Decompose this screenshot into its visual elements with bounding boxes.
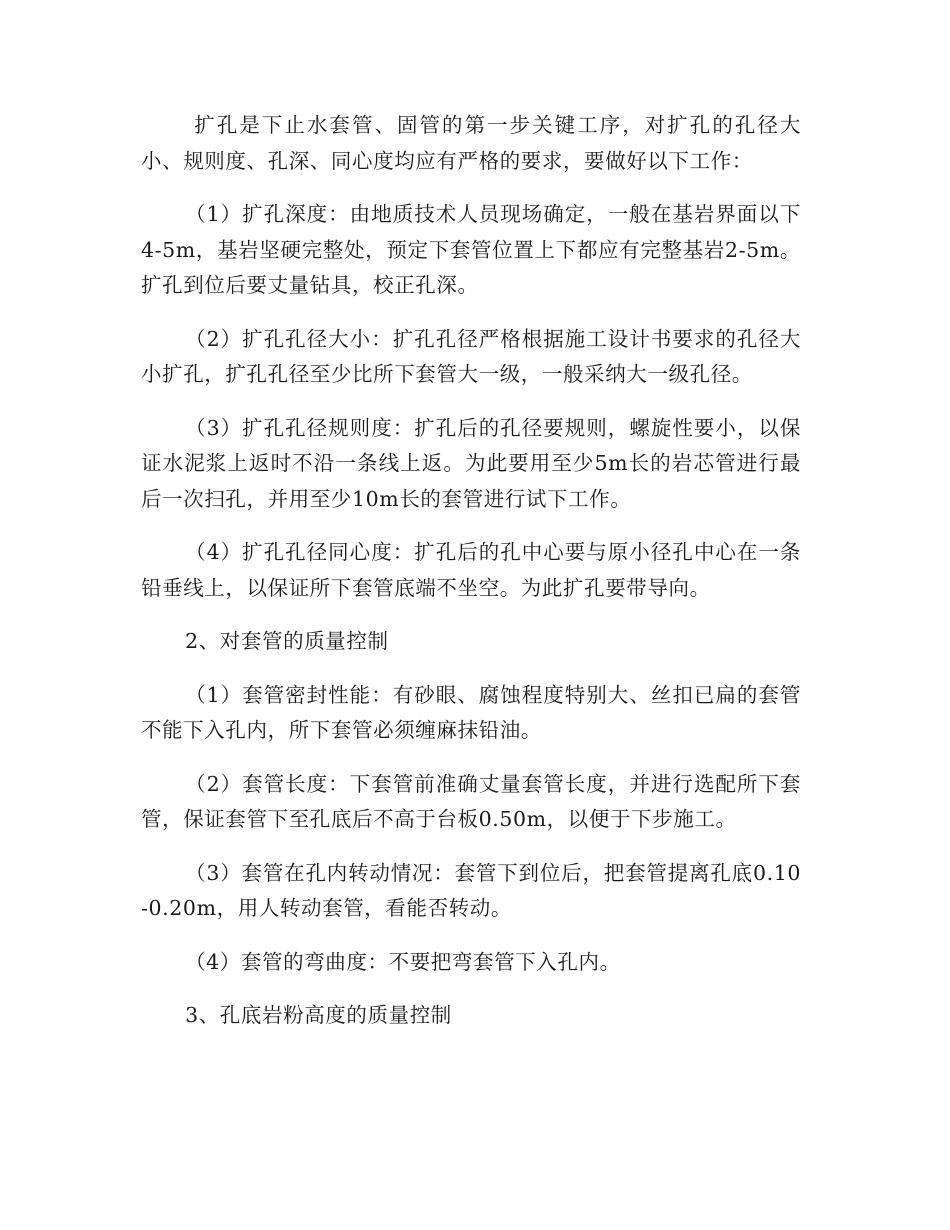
paragraph-casing-bending: （4）套管的弯曲度：不要把弯套管下入孔内。: [185, 949, 621, 974]
paragraph-casing-sealing: （1）套管密封性能：有砂眼、腐蚀程度特别大、丝扣已扁的套管不能下入孔内，所下套管必须缠麻抹铅油。: [141, 682, 801, 742]
paragraph-casing-rotation: （3）套管在孔内转动情况：套管下到位后，把套管提离孔底0.10-0.20m，用人转动套管，看能否转动。: [141, 860, 801, 920]
paragraph-reaming-intro: 扩孔是下止水套管、固管的第一步关键工序，对扩孔的孔径大小、规则度、孔深、同心度均应有严格的要求，要做好以下工作：: [141, 113, 801, 173]
section-heading-casing-quality: 2、对套管的质量控制: [185, 629, 389, 653]
paragraph-casing-length: （2）套管长度：下套管前准确丈量套管长度，并进行选配所下套管，保证套管下至孔底后不高于台板0.50m，以便于下步施工。: [141, 771, 801, 831]
document-body: [141, 108, 801, 1052]
paragraph-reaming-concentricity: （4）扩孔孔径同心度：扩孔后的孔中心要与原小径孔中心在一条铅垂线上，以保证所下套管底端不坐空。为此扩孔要带导向。: [141, 540, 801, 600]
paragraph-reaming-regularity: （3）扩孔孔径规则度：扩孔后的孔径要规则，螺旋性要小，以保证水泥浆上返时不沿一条线上返。为此要用至少5m长的岩芯管进行最后一次扫孔，并用至少10m长的套管进行试下工作。: [141, 415, 801, 511]
paragraph-reaming-depth: （1）扩孔深度：由地质技术人员现场确定，一般在基岩界面以下4-5m，基岩坚硬完整处，预定下套管位置上下都应有完整基岩2-5m。扩孔到位后要丈量钻具，校正孔深。: [141, 202, 801, 297]
section-heading-rock-powder: 3、孔底岩粉高度的质量控制: [185, 1003, 452, 1027]
paragraph-reaming-diameter: （2）扩孔孔径大小：扩孔孔径严格根据施工设计书要求的孔径大小扩孔，扩孔孔径至少比所下套管大一级，一般采纳大一级孔径。: [141, 326, 801, 386]
